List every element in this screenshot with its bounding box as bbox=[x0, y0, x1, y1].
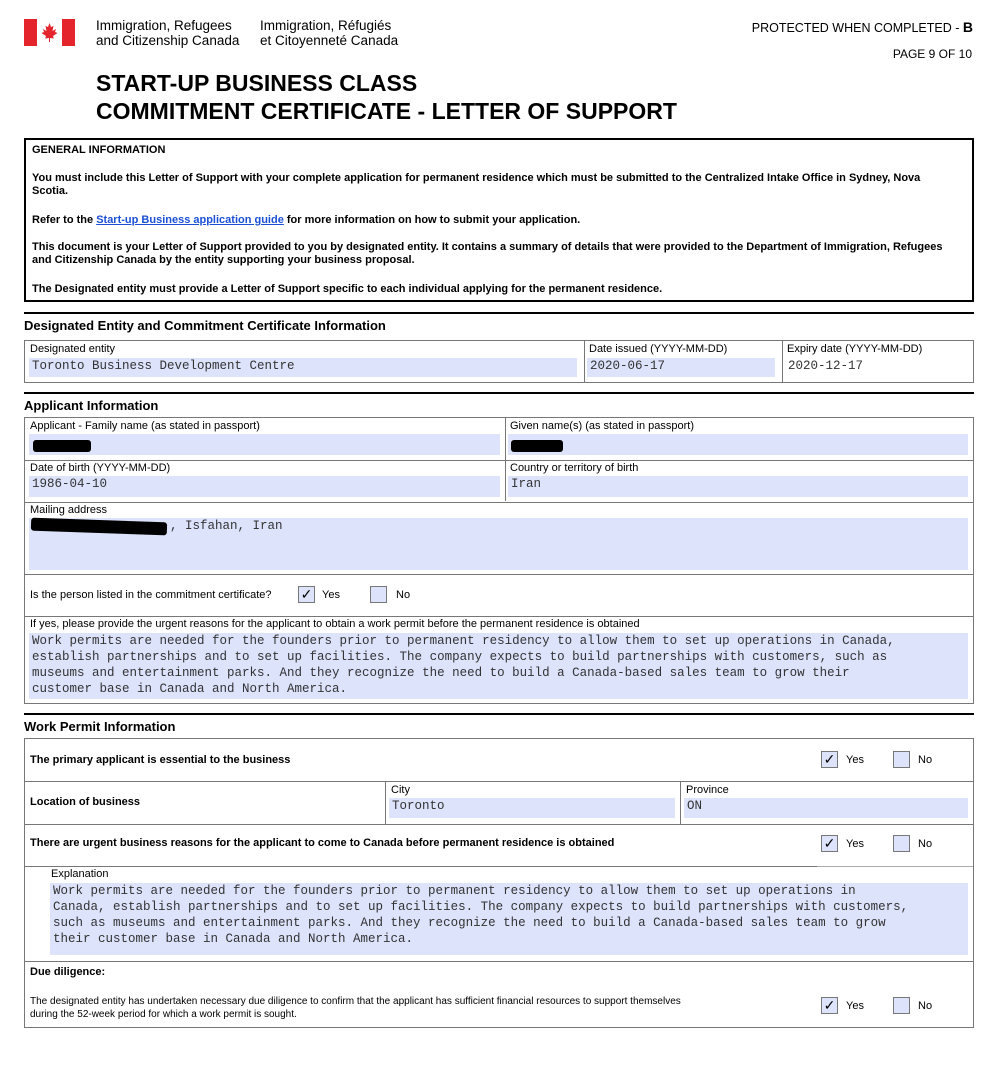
application-guide-link[interactable]: Start-up Business application guide bbox=[96, 214, 284, 226]
general-paragraph-2: Refer to the Start-up Business application guide for more information on how to submit your application. bbox=[32, 214, 581, 226]
location-label: Location of business bbox=[30, 796, 141, 808]
dob-label: Date of birth (YYYY-MM-DD) bbox=[30, 462, 171, 474]
department-name-en: Immigration, Refugees and Citizenship Canada bbox=[96, 18, 240, 48]
entity-row bbox=[24, 340, 974, 383]
listed-no-label: No bbox=[396, 589, 411, 601]
reasons-label: If yes, please provide the urgent reasons for the applicant to obtain a work permit before the permanent residence is obtained bbox=[30, 618, 640, 630]
canada-flag-icon bbox=[24, 19, 75, 46]
family-name-field[interactable] bbox=[29, 434, 500, 455]
redaction-mark bbox=[33, 440, 91, 452]
essential-yes-label: Yes bbox=[846, 754, 864, 766]
country-birth-field[interactable]: Iran bbox=[508, 476, 968, 497]
urgent-no-checkbox[interactable] bbox=[893, 835, 910, 852]
designated-entity-field[interactable]: Toronto Business Development Centre bbox=[29, 358, 577, 377]
essential-no-label: No bbox=[918, 754, 933, 766]
city-label: City bbox=[391, 784, 410, 796]
entity-section-title: Designated Entity and Commitment Certificate Information bbox=[24, 312, 974, 334]
department-name-fr: Immigration, Réfugiés et Citoyenneté Canada bbox=[260, 18, 399, 48]
urgent-yes-label: Yes bbox=[846, 838, 864, 850]
country-birth-label: Country or territory of birth bbox=[510, 462, 639, 474]
general-heading: GENERAL INFORMATION bbox=[32, 144, 166, 156]
work-permit-box bbox=[24, 738, 974, 1028]
urgent-yes-checkbox[interactable]: ✓ bbox=[821, 835, 838, 852]
date-issued-label: Date issued (YYYY-MM-DD) bbox=[589, 343, 728, 355]
page-number: PAGE 9 OF 10 bbox=[892, 47, 972, 61]
reasons-field[interactable]: Work permits are needed for the founders prior to permanent residency to allow them to set up operations in Canada, establish partnerships and to set up facilities. The company expects to build partnerships with customers, such as museums and entertainment parks. And they recognize the need to build a Canada-based sales team to grow their customer base in Canada and North America. bbox=[29, 633, 968, 699]
expiry-date-field[interactable]: 2020-12-17 bbox=[785, 358, 969, 377]
protection-level: PROTECTED WHEN COMPLETED - B bbox=[751, 19, 973, 35]
explanation-label: Explanation bbox=[51, 868, 109, 880]
essential-question: The primary applicant is essential to the business bbox=[30, 754, 291, 766]
work-permit-section-title: Work Permit Information bbox=[24, 713, 974, 737]
general-paragraph-1: You must include this Letter of Support with your complete application for permanent residence which must be submitted to the Centralized Intake Office in Sydney, Nova Scotia. bbox=[32, 172, 921, 197]
mailing-address-label: Mailing address bbox=[30, 504, 108, 516]
general-paragraph-4: The Designated entity must provide a Letter of Support specific to each individual applying for the permanent residence. bbox=[32, 283, 663, 295]
essential-no-checkbox[interactable] bbox=[893, 751, 910, 768]
family-name-label: Applicant - Family name (as stated in passport) bbox=[30, 420, 260, 432]
province-field[interactable]: ON bbox=[684, 798, 968, 818]
province-label: Province bbox=[686, 784, 729, 796]
listed-question: Is the person listed in the commitment certificate? bbox=[30, 589, 272, 601]
due-diligence-no-checkbox[interactable] bbox=[893, 997, 910, 1014]
date-issued-field[interactable]: 2020-06-17 bbox=[587, 358, 775, 377]
mailing-address-field[interactable]: , Isfahan, Iran bbox=[29, 518, 968, 570]
general-paragraph-3: This document is your Letter of Support provided to you by designated entity. It contains a summary of details that were provided to the Department of Immigration, Refugees and Citizenship Canada by the entity supporting your business proposal. bbox=[32, 241, 943, 266]
general-information-box bbox=[24, 138, 974, 302]
city-field[interactable]: Toronto bbox=[389, 798, 675, 818]
due-diligence-no-label: No bbox=[918, 1000, 933, 1012]
listed-yes-label: Yes bbox=[322, 589, 340, 601]
urgent-no-label: No bbox=[918, 838, 933, 850]
redaction-mark bbox=[511, 440, 563, 452]
due-diligence-text: The designated entity has undertaken necessary due diligence to confirm that the applicant has sufficient financial resources to support themselves during the 52-week period for which a work permit is sought. bbox=[30, 996, 681, 1020]
given-name-field[interactable] bbox=[508, 434, 968, 455]
expiry-date-label: Expiry date (YYYY-MM-DD) bbox=[787, 343, 923, 355]
listed-yes-checkbox[interactable]: ✓ bbox=[298, 586, 315, 603]
due-diligence-yes-checkbox[interactable]: ✓ bbox=[821, 997, 838, 1014]
due-diligence-yes-label: Yes bbox=[846, 1000, 864, 1012]
applicant-section-title: Applicant Information bbox=[24, 392, 974, 414]
due-diligence-heading: Due diligence: bbox=[30, 966, 106, 978]
urgent-question: There are urgent business reasons for the applicant to come to Canada before permanent residence is obtained bbox=[30, 837, 615, 849]
essential-yes-checkbox[interactable]: ✓ bbox=[821, 751, 838, 768]
applicant-box bbox=[24, 417, 974, 704]
given-name-label: Given name(s) (as stated in passport) bbox=[510, 420, 695, 432]
dob-field[interactable]: 1986-04-10 bbox=[29, 476, 500, 497]
listed-no-checkbox[interactable] bbox=[370, 586, 387, 603]
form-title: START-UP BUSINESS CLASS COMMITMENT CERTIFICATE - LETTER OF SUPPORT bbox=[96, 70, 677, 124]
entity-label: Designated entity bbox=[30, 343, 115, 355]
explanation-field[interactable]: Work permits are needed for the founders prior to permanent residency to allow them to set up operations in Canada, establish partnerships and to set up facilities. The company expects to build partnerships with customers, such as museums and entertainment parks. And they recognize the need to build a Canada-based sales team to grow their customer base in Canada and North America. bbox=[50, 883, 968, 955]
